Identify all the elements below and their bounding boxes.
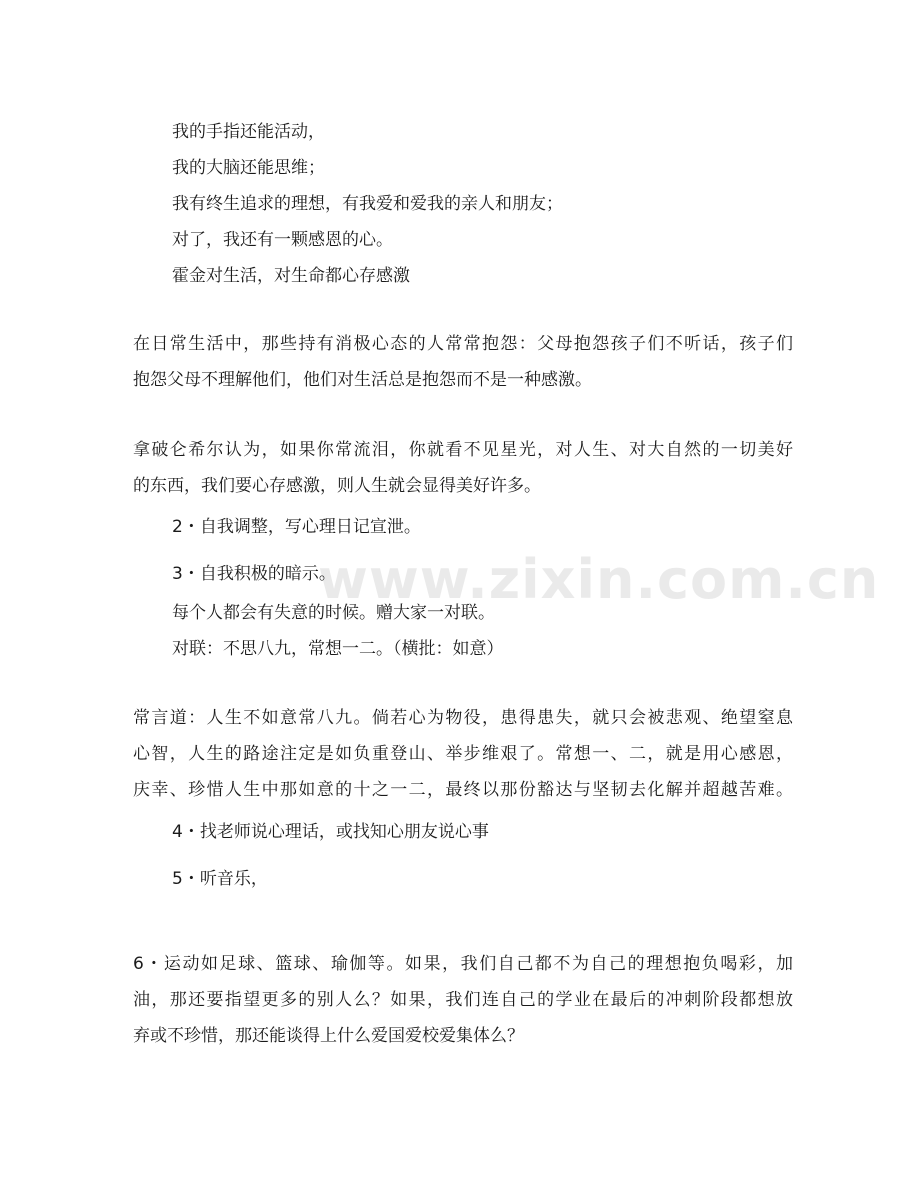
text-line: 霍金对生活，对生命都心存感激 [172, 266, 410, 286]
paragraph-line: 拿破仑希尔认为，如果你常流泪，你就看不见星光，对人生、对大自然的一切美好 [133, 440, 793, 460]
paragraph-line: 抱怨父母不理解他们，他们对生活总是抱怨而不是一种感激。 [133, 370, 592, 390]
text-line: 每个人都会有失意的时候。赠大家一对联。 [172, 603, 495, 623]
list-item: 3・自我积极的暗示。 [172, 564, 336, 584]
text-line: 我的手指还能活动， [172, 122, 325, 142]
paragraph-line: 在日常生活中，那些持有消极心态的人常常抱怨：父母抱怨孩子们不听话，孩子们 [133, 334, 793, 354]
text-line: 对了，我还有一颗感恩的心。 [172, 230, 393, 250]
paragraph-line: 弃或不珍惜，那还能谈得上什么爱国爱校爱集体么？ [133, 1026, 524, 1046]
list-item: 4・找老师说心理话，或找知心朋友说心事 [172, 822, 489, 842]
paragraph-line: 的东西，我们要心存感激，则人生就会显得美好许多。 [133, 476, 541, 496]
list-item: 5・听音乐， [172, 869, 268, 889]
text-line: 对联：不思八九，常想一二。（横批：如意） [172, 639, 504, 659]
paragraph-line: 油，那还要指望更多的别人么？如果，我们连自己的学业在最后的冲刺阶段都想放 [133, 990, 793, 1010]
paragraph-line: 心智，人生的路途注定是如负重登山、举步维艰了。常想一、二，就是用心感恩， [133, 744, 793, 764]
paragraph-line: 常言道：人生不如意常八九。倘若心为物役，患得患失，就只会被悲观、绝望窒息 [133, 708, 793, 728]
list-item: 2・自我调整，写心理日记宣泄。 [172, 517, 421, 537]
text-line: 我的大脑还能思维； [172, 158, 325, 178]
paragraph-line: 6・运动如足球、篮球、瑜伽等。如果，我们自己都不为自己的理想抱负喝彩，加 [133, 954, 793, 974]
text-line: 我有终生追求的理想，有我爱和爱我的亲人和朋友； [172, 194, 563, 214]
watermark: www.zixin.com.cn [318, 548, 880, 611]
paragraph-line: 庆幸、珍惜人生中那如意的十之一二，最终以那份豁达与坚韧去化解并超越苦难。 [133, 780, 793, 800]
